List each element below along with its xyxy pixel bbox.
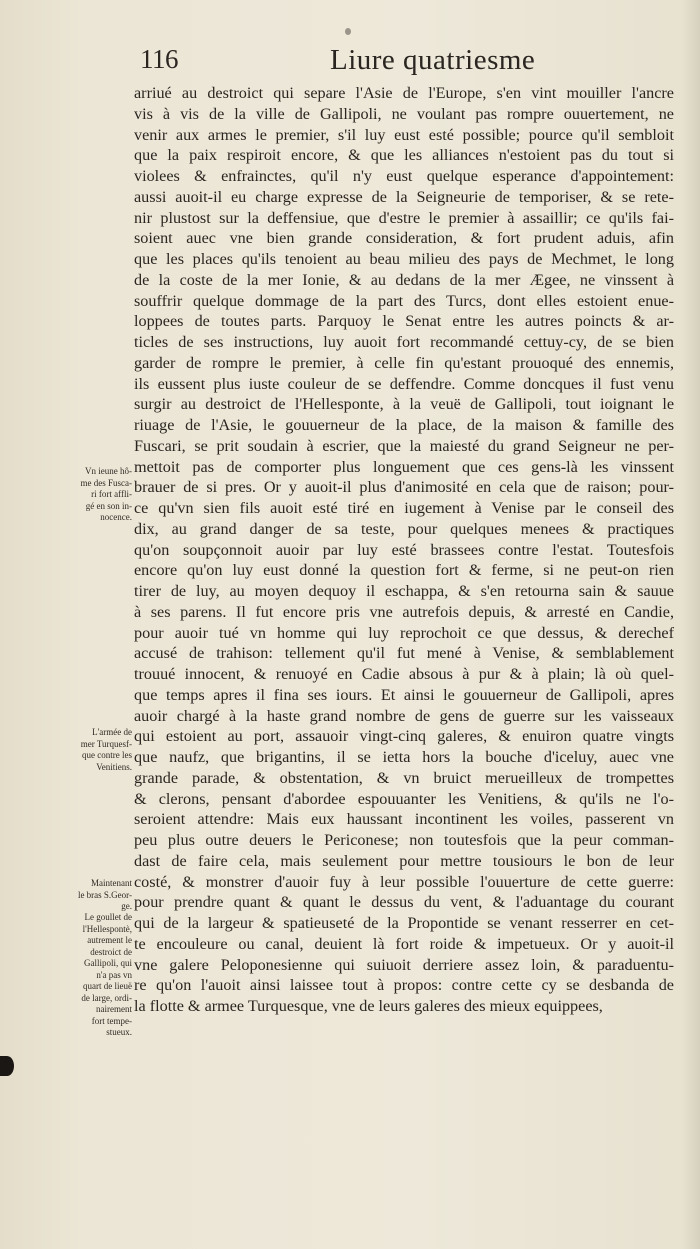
text-line: ticles de ses instructions, luy auoit fort recommandé cettuy-cy, de se bien [134,333,674,351]
text-line: loppees de toutes parts. Parquoy le Senat entre les autres poincts & ar- [134,312,674,331]
text-line: aussi auoit-il eu charge expresse de la Seigneurie de temporiser, & se rete- [134,187,674,206]
text-line: seroient attendre: Mais eux haussant incontinent les voiles, passerent vn [134,810,674,829]
text-line: à ses parens. Il fut encore pris vne autrefois depuis, & arresté en Candie, [134,602,674,621]
margin-note-line: ri fort affli- [91,489,132,499]
ink-spot [345,28,351,35]
margin-note-line: gé en son in- [85,500,132,511]
text-line: souffrir quelque dommage de la part des Turcs, dont elles estoient enue- [134,291,674,310]
text-line: soient auec vne bien grande consideration, & fort prudent aduis, afin [134,229,674,248]
margin-note-line: L'armée de [92,727,132,737]
margin-note-line: l'Hellespontè, [82,923,132,934]
text-line: ils eussent plus iuste couleur de se deffendre. Comme doncques il fust venu [134,374,674,393]
margin-note [60,466,132,524]
page-edge-shadow [682,0,700,1249]
text-line: que la paix respiroit encore, & que les alliances n'estoient pas du tout si [134,146,674,165]
margin-note-line: Gallipoli, qui [84,958,132,968]
text-line: re qu'on l'auoit ainsi laissee tout à propos: contre cette cy se desbanda de [134,976,674,995]
text-line: violees & enfrainctes, qu'il n'y eust quelque esperance d'appointement: [134,167,674,185]
margin-note-line: quart de lieuë [83,981,132,991]
text-line: costé, & monstrer d'auoir fuy à leur possible l'ouuerture de cette guerre: [134,872,674,891]
margin-note-line: Maintenant [91,878,132,888]
text-line: venir aux armes le premier, s'il luy eust esté possible; pource qu'il sembloit [134,125,674,144]
text-line: & clerons, pensant d'abordee espouuanter les Venitiens, & qu'ils ne l'o- [134,789,674,808]
margin-note-line: Venitiens. [96,761,132,772]
margin-note-line: Le goullet de [84,912,132,922]
margin-note-line: me des Fusca- [80,477,132,488]
margin-note [60,878,132,913]
text-line: tirer de luy, au moyen dequoy il eschappa, & s'en retourna sain & sauue [134,582,674,600]
margin-note-line: nairement [96,1004,132,1014]
text-line: la flotte & armee Turquesque, vne de leurs galeres des mieux equippees, [134,997,603,1015]
text-line: dix, au grand danger de sa teste, pour quelques menees & practiques [134,519,674,538]
margin-note-line: fort tempe- [91,1015,132,1026]
text-line: brauer de si pres. Or y auoit-il plus d'animosité en cela que de raison; pour- [134,478,674,497]
text-line: riuage de l'Asie, le gouuerneur de la place, de la maison & famille des [134,416,674,434]
text-line: pour prendre quant & quant le dessus du vent, & l'aduantage du courant [134,893,674,912]
margin-note [60,912,132,1039]
margin-note-line: nocence. [100,512,132,522]
text-line: auoir chargé à la haste grand nombre de gens de guerre sur les vaisseaux [134,706,674,725]
text-line: mettoit pas de comporter plus longuement que ces gens-là les vinssent [134,457,674,476]
text-line: qui estoient au port, assauoir vingt-cinq galeres, & enuiron quatre vingts [134,727,674,746]
text-line: que naufz, que brigantins, il se ietta hors la bouche d'iceluy, auec vne [134,748,674,766]
page-header [140,44,680,84]
margin-notes [0,0,134,1249]
margin-note-line: le bras S.Geor- [77,889,132,900]
text-line: que temps apres il fina ses iours. Et ainsi le gouuerneur de Gallipoli, apres [134,685,674,704]
margin-note-line: ge. [121,901,132,911]
text-line: nir plustost sur la deffensiue, que d'estre le premier à assaillir; ce qu'ils fai- [134,208,674,227]
text-line: vis à vis de la ville de Gallipoli, ne voulant pas rompre ouuertement, ne [134,104,674,123]
running-head: Liure quatriesme [330,44,536,76]
text-line: vne galere Peloponesienne qui suiuoit derriere assez loin, & paraduentu- [134,955,674,974]
text-line: grande parade, & obstentation, & vn bruict merueilleux de trompettes [134,768,674,787]
text-line: qui de la largeur & spatieuseté de la Propontide se venant resserrer en cet- [134,914,674,932]
margin-note-line: que contre les [82,750,132,760]
text-line: ce qu'vn sien fils auoit esté tiré en iugement à Venise par le conseil des [134,499,674,517]
page-number: 116 [140,44,178,74]
text-line: pour auoir tué vn homme qui luy reprochoit ce que dessus, & derechef [134,623,674,642]
text-line: qu'on soupçonnoit auoir par luy esté brassees contre l'estat. Toutesfois [134,540,674,559]
text-line: accusé de trahison: tellement qu'il fut mené à Venise, & semblablement [134,644,674,663]
margin-note-line: de large, ordi- [81,992,132,1003]
text-line: arriué au destroict qui separe l'Asie de l'Europe, s'en vint mouiller l'ancre [134,84,674,102]
margin-note-line: n'a pas vn [96,969,132,980]
text-line: garder de rompre le premier, à celle fin qu'estant prouoqué des ennemis, [134,353,674,372]
margin-note-line: Vn ieune hô- [85,466,132,476]
margin-note-line: destroict de [90,946,132,957]
body-text [134,83,674,1017]
text-line: trouué innocent, & renuoyé en Cadie absous à pur & à plain; là où quel- [134,665,674,683]
text-line: Fuscari, se prit soudain à escrier, que la maiesté du grand Seigneur ne per- [134,436,674,455]
text-line: encore qu'on luy eust donné la question fort & ferme, si ne peut-on rien [134,561,674,580]
margin-note-line: mer Turquesf- [80,738,132,749]
text-line: surgir au destroict de l'Hellesponte, à la veuë de Gallipoli, tout ioignant le [134,395,674,414]
margin-note-line: stueux. [106,1027,132,1037]
margin-note-line: autrement le [87,935,132,945]
text-line: te encouleure ou canal, deuient là fort roide & impetueux. Or y auoit-il [134,934,674,953]
text-line: peu plus outre deuers le Periconese; non toutesfois que la peur comman- [134,831,674,849]
text-line: de la coste de la mer Ionie, & au dedans de la mer Ægee, ne vinssent à [134,270,674,289]
margin-note [60,727,132,773]
text-line: dast de faire cela, mais seulement pour mettre tousiours le bon de leur [134,851,674,870]
text-line: que les places qu'ils tenoient au beau milieu des pays de Mechmet, le long [134,250,674,268]
